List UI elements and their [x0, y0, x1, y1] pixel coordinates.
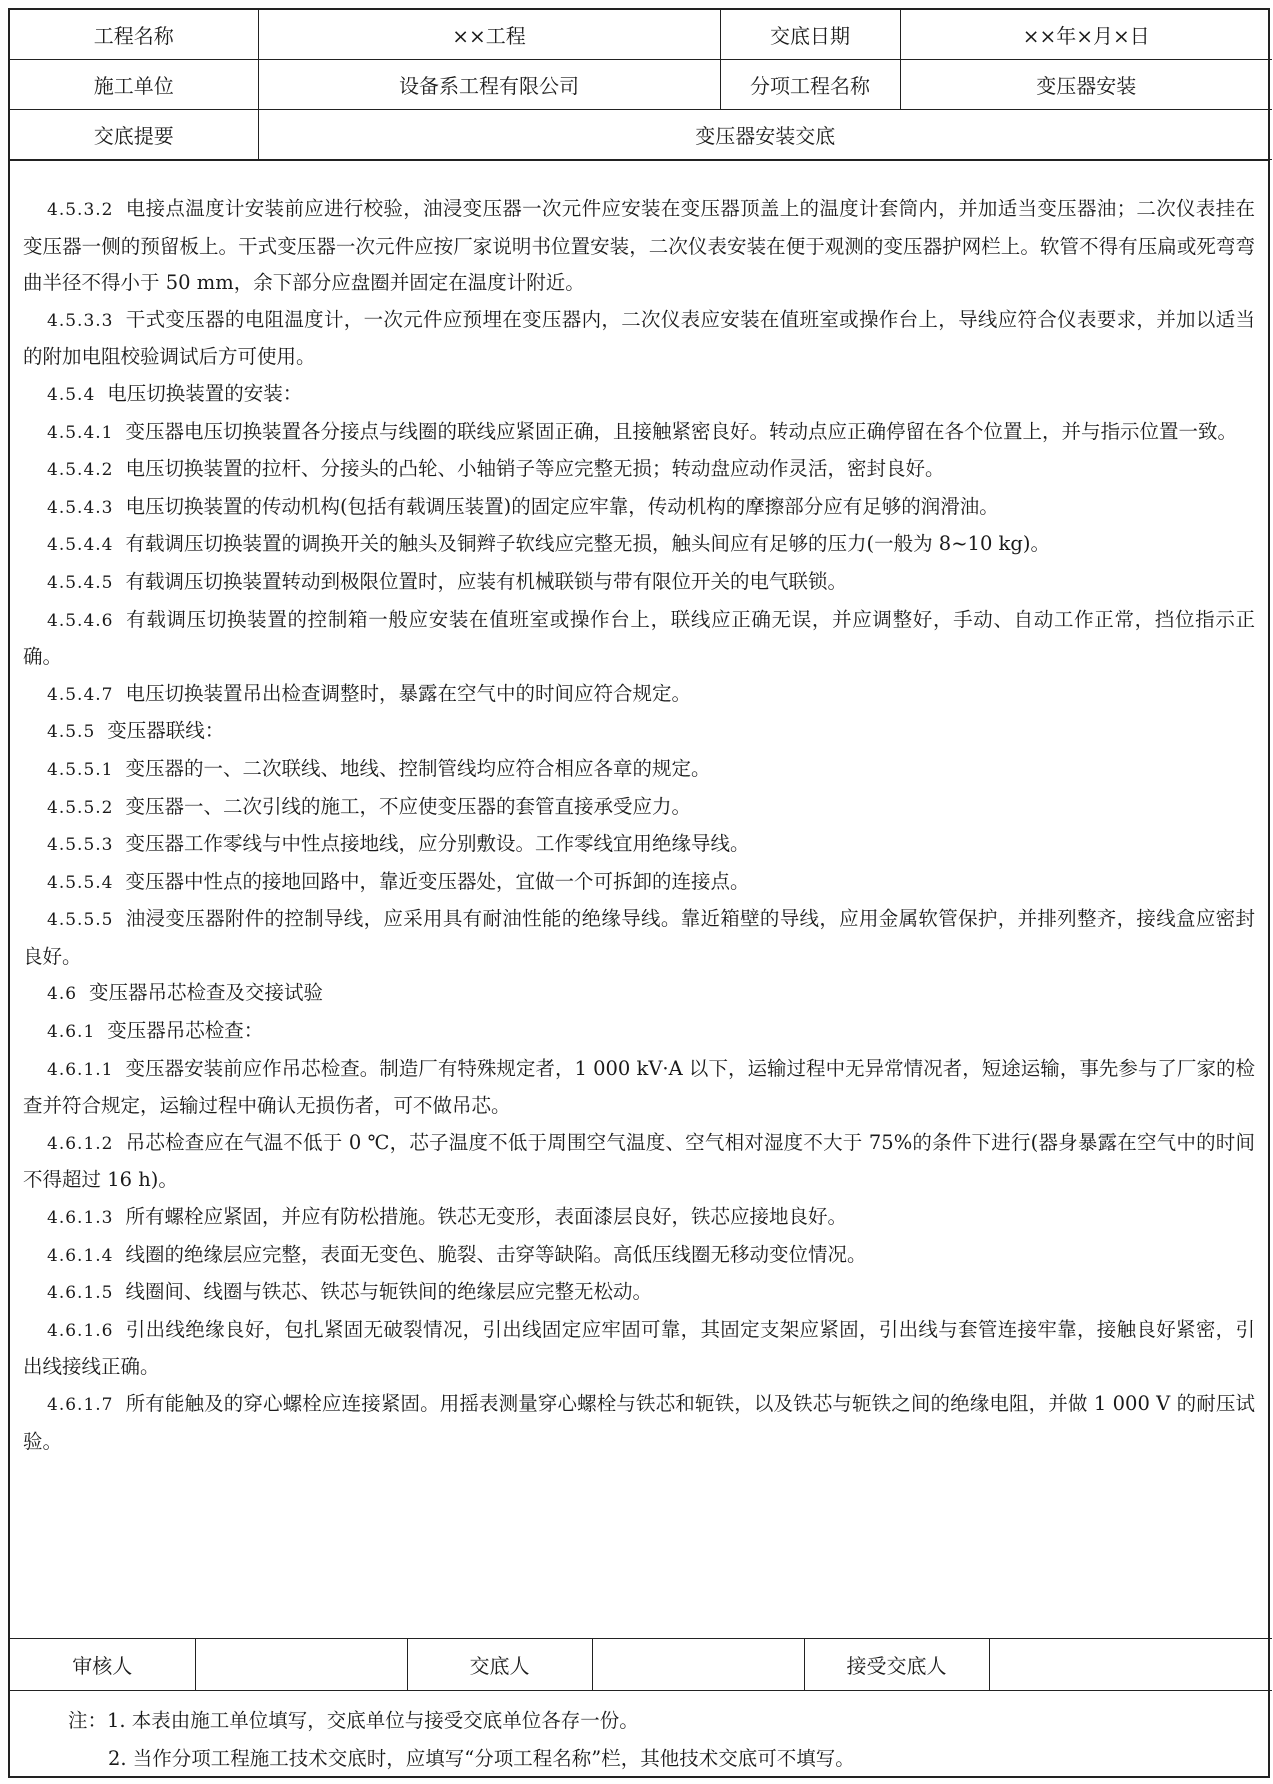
- clause-text: 变压器吊芯检查：: [107, 1019, 264, 1043]
- clause-number: 4.6.1.6: [47, 1320, 114, 1341]
- clause-text: 变压器安装前应作吊芯检查。制造厂有特殊规定者，1 000 kV·A 以下，运输过程中无异常情况者，短途运输，事先参与了厂家的检查并符合规定，运输过程中确认无损伤者，可不做吊芯。: [23, 1056, 1255, 1118]
- clause-paragraph: [23, 826, 1255, 864]
- clause-number: 4.5.3.2: [47, 200, 114, 220]
- clause-paragraph: [23, 1051, 1255, 1125]
- date-label: 交底日期: [720, 10, 900, 60]
- clause-number: 4.6.1.3: [47, 1208, 114, 1229]
- clause-text: 变压器中性点的接地回路中，靠近变压器处，宜做一个可拆卸的连接点。: [125, 869, 750, 893]
- clause-paragraph: [23, 713, 1255, 751]
- clause-number: 4.5.4.5: [47, 572, 114, 593]
- clause-text: 电接点温度计安装前应进行校验，油浸变压器一次元件应安装在变压器顶盖上的温度计套筒内，并加适当变压器油；二次仪表挂在变压器一侧的预留板上。干式变压器一次元件应按厂家说明书位置安装，二次仪表安装在便于观测的变压器护网栏上。软管不得有压扁或死弯弯曲半径不得小于 50 mm，余下部分应盘圈并固定在温度计附近。: [23, 197, 1255, 295]
- clause-paragraph: [23, 789, 1255, 827]
- clause-text: 线圈的绝缘层应完整，表面无变色、脆裂、击穿等缺陷。高低压线圈无移动变位情况。: [125, 1242, 867, 1266]
- clause-text: 吊芯检查应在气温不低于 0 ℃，芯子温度不低于周围空气温度、空气相对湿度不大于 75%的条件下进行(器身暴露在空气中的时间不得超过 16 h)。: [23, 1130, 1255, 1192]
- clause-text: 有载调压切换装置的控制箱一般应安装在值班室或操作台上，联线应正确无误，并应调整好，手动、自动工作正常，挡位指示正确。: [23, 607, 1255, 669]
- clause-paragraph: [23, 451, 1255, 489]
- clause-number: 4.6.1.7: [47, 1395, 114, 1415]
- clause-number: 4.5.5.4: [47, 872, 114, 893]
- signature-table: [10, 1638, 1272, 1691]
- clause-paragraph: [23, 864, 1255, 902]
- contractor-value: 设备系工程有限公司: [258, 60, 720, 110]
- clause-paragraph: [23, 1386, 1255, 1460]
- receiver-signature-field[interactable]: [989, 1639, 1272, 1691]
- clause-number: 4.5.4: [47, 384, 96, 405]
- clause-paragraph: [23, 1312, 1255, 1386]
- clause-paragraph: [23, 1125, 1255, 1199]
- clause-text: 有载调压切换装置转动到极限位置时，应装有机械联锁与带有限位开关的电气联锁。: [125, 569, 847, 593]
- clause-paragraph: [23, 602, 1255, 676]
- clause-text: 变压器联线：: [107, 719, 225, 743]
- clause-text: 所有螺栓应紧固，并应有防松措施。铁芯无变形，表面漆层良好，铁芯应接地良好。: [125, 1205, 847, 1229]
- clause-paragraph: [23, 1013, 1255, 1051]
- clause-text: 引出线绝缘良好，包扎紧固无破裂情况，引出线固定应牢固可靠，其固定支架应紧固，引出线与套管连接牢靠，接触良好紧密，引出线接线正确。: [23, 1317, 1255, 1379]
- clause-paragraph: [23, 414, 1255, 452]
- clause-paragraph: [23, 751, 1255, 789]
- clause-text: 干式变压器的电阻温度计，一次元件应预埋在变压器内，二次仪表应安装在值班室或操作台上，导线应符合仪表要求，并加以适当的附加电阻校验调试后方可使用。: [23, 307, 1255, 369]
- clause-number: 4.6.1.1: [47, 1059, 114, 1080]
- reviewer-signature-field[interactable]: [195, 1639, 407, 1691]
- clause-text: 变压器工作零线与中性点接地线，应分别敷设。工作零线宜用绝缘导线。: [125, 832, 750, 856]
- clause-paragraph: [23, 526, 1255, 564]
- note-2: 2. 当作分项工程施工技术交底时，应填写“分项工程名称”栏，其他技术交底可不填写。: [108, 1747, 855, 1770]
- form-notes: [10, 1690, 1268, 1776]
- clause-text: 电压切换装置吊出检查调整时，暴露在空气中的时间应符合规定。: [125, 681, 691, 705]
- clause-number: 4.6.1.2: [47, 1133, 114, 1154]
- subproject-label: 分项工程名称: [720, 60, 900, 110]
- clause-number: 4.5.5.5: [47, 910, 114, 931]
- clause-text: 线圈间、线圈与铁芯、铁芯与轭铁间的绝缘层应完整无松动。: [125, 1280, 652, 1304]
- clause-number: 4.5.5.3: [47, 835, 114, 856]
- clause-text: 电压切换装置的拉杆、分接头的凸轮、小轴销子等应完整无损；转动盘应动作灵活，密封良好。: [125, 457, 945, 481]
- clause-paragraph: [23, 376, 1255, 414]
- clause-number: 4.6: [47, 984, 78, 1005]
- clause-paragraph: [23, 564, 1255, 602]
- clause-number: 4.5.5: [47, 722, 96, 743]
- discloser-label: 交底人: [407, 1639, 592, 1691]
- clause-text: 电压切换装置的安装：: [107, 381, 303, 405]
- summary-value: 变压器安装交底: [258, 110, 1272, 160]
- clause-number: 4.5.4.1: [47, 422, 114, 443]
- subproject-value: 变压器安装: [900, 60, 1272, 110]
- clause-paragraph: [23, 1199, 1255, 1237]
- contractor-label: 施工单位: [10, 60, 258, 110]
- clause-text: 变压器电压切换装置各分接点与线圈的联线应紧固正确，且接触紧密良好。转动点应正确停留在各个位置上，并与指示位置一致。: [125, 419, 1237, 443]
- clause-paragraph: [23, 975, 1255, 1013]
- clause-paragraph: [23, 489, 1255, 527]
- clause-number: 4.6.1: [47, 1022, 96, 1043]
- clause-number: 4.5.4.2: [47, 460, 114, 481]
- clause-text: 有载调压切换装置的调换开关的触头及铜辫子软线应完整无损，触头间应有足够的压力(一般为 8~10 kg)。: [125, 532, 1050, 556]
- clause-number: 4.5.4.4: [47, 535, 114, 556]
- clause-paragraph: [23, 1237, 1255, 1275]
- clause-paragraph: [23, 302, 1255, 376]
- clause-number: 4.5.3.3: [47, 310, 114, 331]
- discloser-signature-field[interactable]: [592, 1639, 804, 1691]
- date-value: ××年×月×日: [900, 10, 1272, 60]
- disclosure-content: [10, 160, 1268, 1638]
- receiver-label: 接受交底人: [804, 1639, 989, 1691]
- clause-paragraph: [23, 676, 1255, 714]
- clause-number: 4.5.5.2: [47, 797, 114, 818]
- summary-label: 交底提要: [10, 110, 258, 160]
- clause-number: 4.5.4.3: [47, 497, 114, 518]
- clause-text: 油浸变压器附件的控制导线，应采用具有耐油性能的绝缘导线。靠近箱壁的导线，应用金属软管保护，并排列整齐，接线盒应密封良好。: [23, 907, 1255, 968]
- clause-number: 4.6.1.5: [47, 1283, 114, 1304]
- clause-paragraph: [23, 191, 1255, 302]
- project-name-label: 工程名称: [10, 10, 258, 60]
- clause-paragraph: [23, 901, 1255, 975]
- clause-text: 变压器的一、二次联线、地线、控制管线均应符合相应各章的规定。: [125, 756, 711, 780]
- header-table: [10, 10, 1272, 160]
- note-1: 注：1. 本表由施工单位填写，交底单位与接受交底单位各存一份。: [68, 1709, 639, 1732]
- clause-number: 4.5.4.7: [47, 684, 114, 705]
- clause-text: 变压器吊芯检查及交接试验: [89, 981, 324, 1005]
- disclosure-form: [8, 8, 1270, 1778]
- clause-paragraph: [23, 1274, 1255, 1312]
- clause-text: 电压切换装置的传动机构(包括有载调压装置)的固定应牢靠，传动机构的摩擦部分应有足够的润滑油。: [125, 494, 999, 518]
- reviewer-label: 审核人: [10, 1639, 195, 1691]
- clause-number: 4.5.5.1: [47, 759, 114, 780]
- project-name-value: ××工程: [258, 10, 720, 60]
- clause-text: 所有能触及的穿心螺栓应连接紧固。用摇表测量穿心螺栓与铁芯和轭铁，以及铁芯与轭铁之间的绝缘电阻，并做 1 000 V 的耐压试验。: [23, 1392, 1255, 1453]
- clause-number: 4.6.1.4: [47, 1245, 114, 1266]
- clause-number: 4.5.4.6: [47, 610, 114, 631]
- clause-text: 变压器一、二次引线的施工，不应使变压器的套管直接承受应力。: [125, 794, 691, 818]
